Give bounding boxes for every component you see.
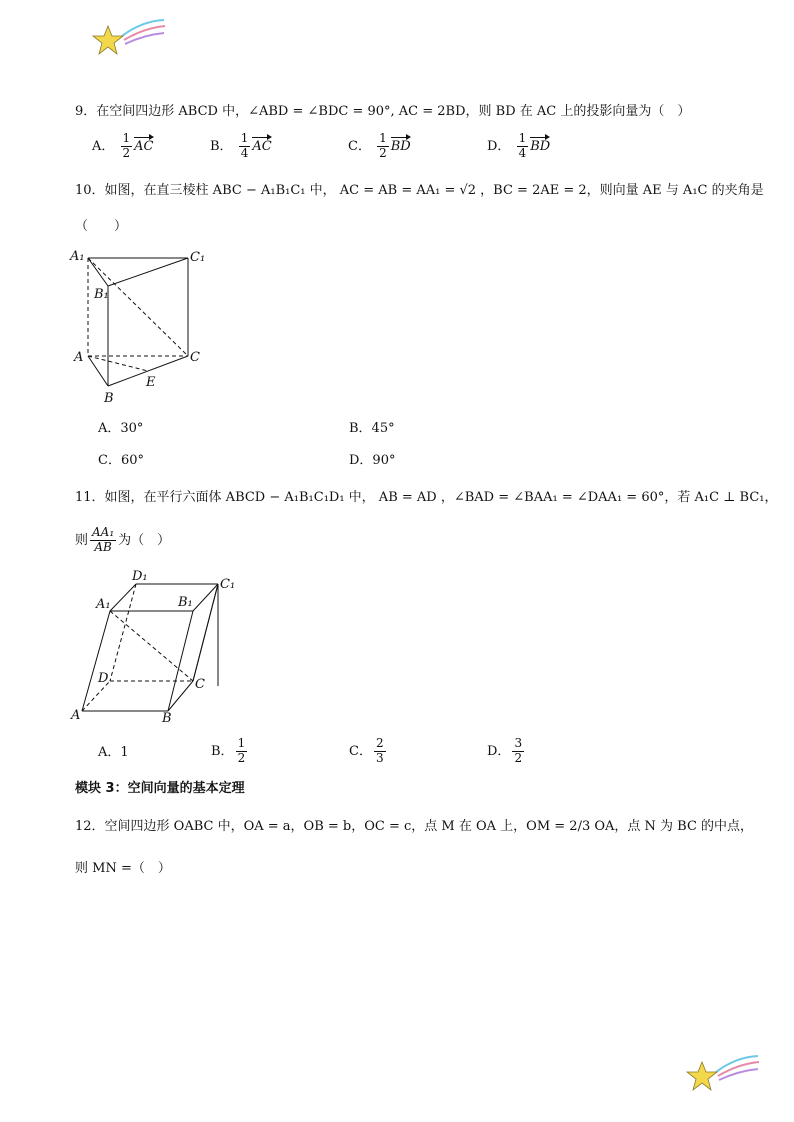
q9-option-b[interactable]: B． $\frac{1}{4}$ AC [210,131,272,160]
q10-option-a[interactable]: A．30° [98,421,144,436]
label-A1: A₁ [96,597,111,612]
question-10-paren: （ ） [75,219,128,234]
label-A: A [74,350,84,365]
label-B: B [104,391,114,406]
question-10-stem: 10．如图，在直三棱柱 ABC − A₁B₁C₁ 中， AC = AB = AA₁ = √2 ，BC = 2AE = 2，则向量 AE 与 A₁C 的夹角是 [75,183,764,198]
question-12-stem: 12．空间四边形 OABC 中，OA = a，OB = b，OC = c，点 M 在 OA 上，OM = 2/3 OA，点 N 为 BC 的中点， [75,819,754,834]
label-D: D [98,671,109,686]
prism-figure [66,246,216,406]
label-B1: B₁ [94,287,109,302]
question-9-stem: 9．在空间四边形 ABCD 中，∠ABD = ∠BDC = 90°, AC = 2BD，则 BD 在 AC 上的投影向量为（ ） [75,104,691,119]
label-B: B [162,711,172,726]
q11-option-d[interactable]: D． $\frac{3}{2}$ [487,736,523,765]
q10-option-b[interactable]: B．45° [349,421,395,436]
q11-option-c[interactable]: C． $\frac{2}{3}$ [349,736,384,765]
star-decoration-bottom [686,1052,761,1097]
q11-option-a[interactable]: A．1 [98,745,129,760]
star-decoration-top [92,16,167,61]
module-heading: 模块 3：空间向量的基本定理 [75,781,245,796]
q9-option-d[interactable]: D． $\frac{1}{4}$ BD [487,131,551,160]
q10-option-d[interactable]: D．90° [349,453,396,468]
label-E: E [146,375,156,390]
question-12-line2: 则 MN =（ ） [75,861,171,876]
q10-option-c[interactable]: C．60° [98,453,144,468]
label-C: C [195,677,205,692]
q11-option-b[interactable]: B． $\frac{1}{2}$ [211,736,246,765]
label-B1: B₁ [178,595,193,610]
question-11-line2: 则 $\frac{\text{AA₁}}{AB}$ 为（ ） [75,525,171,554]
question-11-stem: 11．如图，在平行六面体 ABCD − A₁B₁C₁D₁ 中， AB = AD ，∠BAD = ∠BAA₁ = ∠DAA₁ = 60°，若 A₁C ⊥ BC₁， [75,490,778,505]
label-D1: D₁ [132,569,148,584]
label-A: A [71,708,81,723]
q9-option-a[interactable]: A． $\frac{1}{2}$ AC [92,131,154,160]
label-A1: A₁ [70,249,85,264]
q9-option-c[interactable]: C． $\frac{1}{2}$ BD [348,131,411,160]
label-C1: C₁ [220,577,236,592]
label-C1: C₁ [190,250,206,265]
parallelepiped-figure [68,566,248,726]
label-C: C [190,350,200,365]
